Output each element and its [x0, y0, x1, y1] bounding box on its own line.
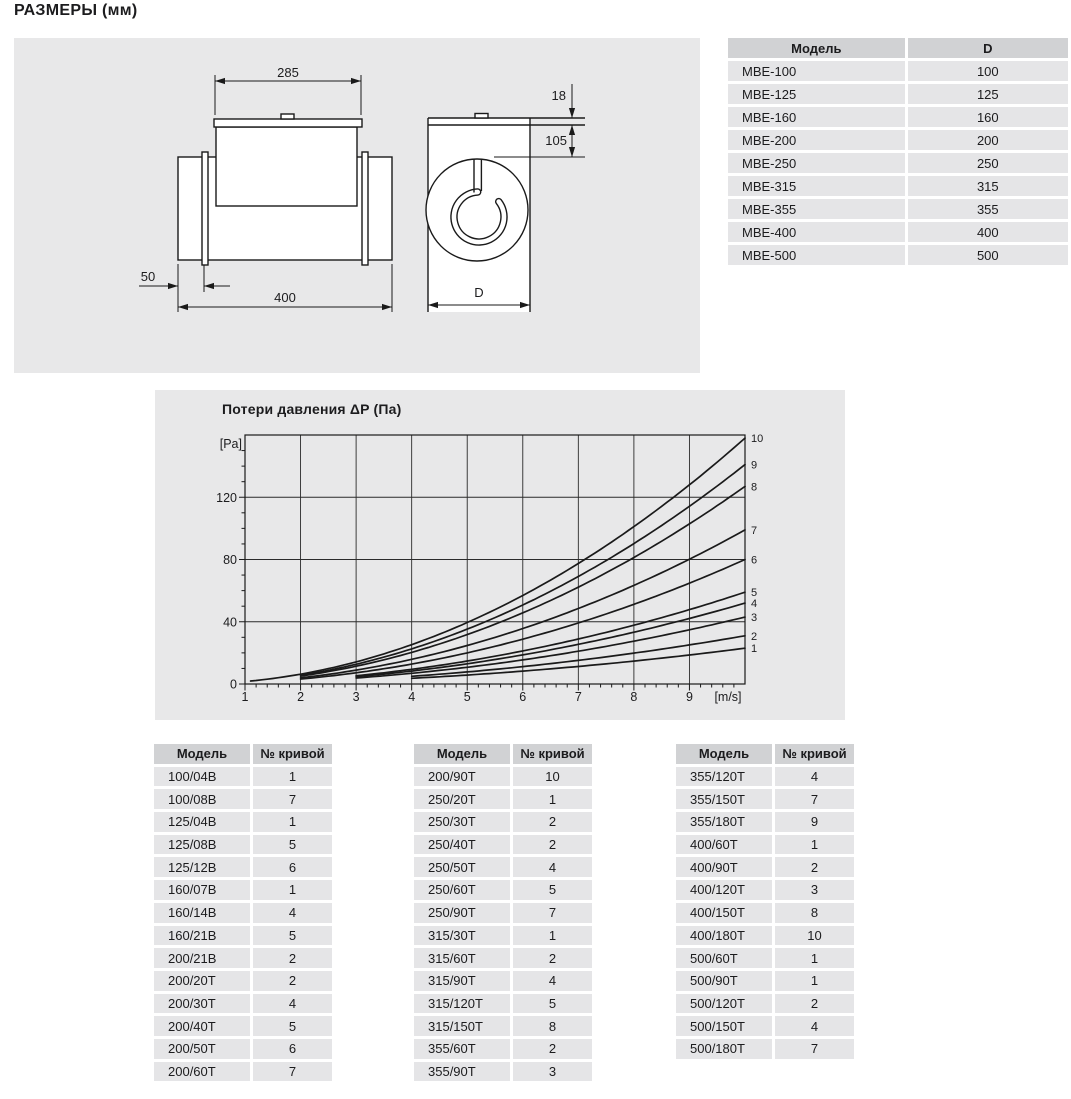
table-row [414, 994, 592, 1014]
value-cell: 7 [253, 789, 332, 809]
model-cell: 250/90Т [414, 903, 510, 923]
value-cell: 4 [775, 1016, 854, 1036]
model-cell: 125/08В [154, 835, 250, 855]
value-cell: 200 [908, 130, 1068, 150]
model-cell: 315/30Т [414, 926, 510, 946]
model-cell: 315/120Т [414, 994, 510, 1014]
value-cell: 500 [908, 245, 1068, 265]
table-row [154, 926, 332, 946]
model-cell: 160/21В [154, 926, 250, 946]
table-row [728, 176, 1068, 196]
value-cell: 10 [513, 767, 592, 787]
x-axis-unit: [m/s] [714, 690, 742, 704]
dim-label-18: 18 [551, 88, 566, 103]
table-row [676, 880, 854, 900]
table-row [728, 107, 1068, 127]
control-box [216, 127, 357, 206]
model-cell: 500/180Т [676, 1039, 772, 1059]
model-cell: 355/150Т [676, 789, 772, 809]
model-cell: 400/150Т [676, 903, 772, 923]
model-cell: 250/60Т [414, 880, 510, 900]
value-cell: 5 [253, 835, 332, 855]
model-cell: 125/04В [154, 812, 250, 832]
value-cell: 100 [908, 61, 1068, 81]
model-cell: 500/120Т [676, 994, 772, 1014]
table-row [154, 948, 332, 968]
table-row [728, 222, 1068, 242]
model-cell: 200/40Т [154, 1016, 250, 1036]
curves [251, 433, 764, 681]
value-cell: 5 [513, 880, 592, 900]
curve-label: 2 [751, 630, 758, 643]
x-tick-label: 4 [408, 690, 416, 704]
model-cell: 400/180Т [676, 926, 772, 946]
value-cell: 9 [775, 812, 854, 832]
model-cell: 400/60Т [676, 835, 772, 855]
page-title: РАЗМЕРЫ (мм) [14, 2, 138, 19]
table-row [414, 789, 592, 809]
value-cell: 3 [775, 880, 854, 900]
model-cell: 200/60Т [154, 1062, 250, 1082]
table-row [728, 84, 1068, 104]
x-tick-label: 6 [519, 690, 527, 704]
model-cell: МВЕ-200 [728, 130, 905, 150]
technical-drawing [14, 40, 700, 373]
value-cell: 2 [513, 948, 592, 968]
model-cell: 500/150Т [676, 1016, 772, 1036]
model-cell: 160/14В [154, 903, 250, 923]
value-cell: 8 [775, 903, 854, 923]
header-row [154, 744, 332, 764]
x-tick-label: 3 [352, 690, 360, 704]
table-row [414, 1016, 592, 1036]
axis-labels [216, 437, 741, 704]
curve-label: 5 [751, 587, 758, 600]
model-diameter-table [725, 35, 1071, 268]
model-cell: 355/60Т [414, 1039, 510, 1059]
table-row [676, 948, 854, 968]
table-row [728, 130, 1068, 150]
value-cell: 6 [253, 857, 332, 877]
value-cell: 2 [253, 971, 332, 991]
dim-label-50: 50 [140, 269, 156, 284]
table-row [676, 789, 854, 809]
value-cell: 1 [775, 971, 854, 991]
y-tick-label: 0 [230, 677, 237, 692]
value-cell: 250 [908, 153, 1068, 173]
model-cell: МВЕ-500 [728, 245, 905, 265]
y-tick-label: 80 [223, 553, 237, 567]
model-cell: МВЕ-400 [728, 222, 905, 242]
value-cell: 8 [513, 1016, 592, 1036]
curve-table-3 [673, 741, 857, 1062]
value-cell: 7 [775, 1039, 854, 1059]
dim-label-285: 285 [277, 65, 299, 80]
value-cell: 400 [908, 222, 1068, 242]
table-row [414, 903, 592, 923]
y-tick-label: 120 [216, 490, 237, 505]
value-cell: 4 [513, 857, 592, 877]
table-row [154, 789, 332, 809]
table-row [676, 857, 854, 877]
model-cell: 200/50Т [154, 1039, 250, 1059]
table-row [154, 971, 332, 991]
value-cell: 5 [513, 994, 592, 1014]
model-cell: 500/60Т [676, 948, 772, 968]
model-cell: 315/150Т [414, 1016, 510, 1036]
model-cell: 200/90Т [414, 767, 510, 787]
table-row [676, 903, 854, 923]
table-row [154, 994, 332, 1014]
value-cell: 1 [513, 789, 592, 809]
header-row [676, 744, 854, 764]
table-row [414, 835, 592, 855]
table-row [676, 1039, 854, 1059]
value-cell: 1 [253, 812, 332, 832]
value-cell: 10 [775, 926, 854, 946]
table-row [414, 857, 592, 877]
table-row [676, 835, 854, 855]
table-row [414, 926, 592, 946]
model-cell: МВЕ-125 [728, 84, 905, 104]
value-cell: 5 [253, 1016, 332, 1036]
value-cell: 1 [775, 948, 854, 968]
table-row [154, 812, 332, 832]
column-header: Модель [676, 744, 772, 764]
value-cell: 1 [775, 835, 854, 855]
table-row [676, 971, 854, 991]
table-row [414, 812, 592, 832]
value-cell: 315 [908, 176, 1068, 196]
column-header: № кривой [513, 744, 592, 764]
lid-nub [281, 114, 294, 119]
column-header: № кривой [775, 744, 854, 764]
model-cell: 250/20Т [414, 789, 510, 809]
model-cell: МВЕ-160 [728, 107, 905, 127]
model-cell: 355/180Т [676, 812, 772, 832]
column-header: D [908, 38, 1068, 58]
model-cell: 315/60Т [414, 948, 510, 968]
table-row [414, 1062, 592, 1082]
dim-label-D: D [474, 285, 484, 300]
value-cell: 3 [513, 1062, 592, 1082]
header-row [728, 38, 1068, 58]
table-row [154, 1016, 332, 1036]
table-row [414, 767, 592, 787]
value-cell: 2 [775, 857, 854, 877]
value-cell: 1 [253, 880, 332, 900]
model-cell: МВЕ-100 [728, 61, 905, 81]
table-row [154, 857, 332, 877]
model-cell: 100/04В [154, 767, 250, 787]
curve-label: 7 [751, 524, 758, 537]
value-cell: 160 [908, 107, 1068, 127]
duct-flange-left [202, 152, 208, 265]
x-tick-label: 8 [630, 690, 638, 704]
value-cell: 2 [513, 835, 592, 855]
value-cell: 355 [908, 199, 1068, 219]
side-lid-nub [475, 114, 488, 119]
column-header: Модель [414, 744, 510, 764]
model-cell: 500/90Т [676, 971, 772, 991]
value-cell: 7 [513, 903, 592, 923]
dim-label-400: 400 [274, 290, 296, 305]
table-row [154, 1062, 332, 1082]
model-cell: 250/40Т [414, 835, 510, 855]
model-cell: 125/12В [154, 857, 250, 877]
value-cell: 125 [908, 84, 1068, 104]
value-cell: 5 [253, 926, 332, 946]
table-row [676, 926, 854, 946]
curve-label: 10 [751, 433, 764, 446]
value-cell: 7 [253, 1062, 332, 1082]
table-row [728, 153, 1068, 173]
table-row [414, 948, 592, 968]
model-cell: 355/90Т [414, 1062, 510, 1082]
value-cell: 2 [253, 948, 332, 968]
header-row [414, 744, 592, 764]
model-cell: 160/07В [154, 880, 250, 900]
table-row [154, 1039, 332, 1059]
table-row [728, 245, 1068, 265]
value-cell: 2 [775, 994, 854, 1014]
model-cell: 250/50Т [414, 857, 510, 877]
curve-label: 4 [751, 598, 758, 611]
y-axis-unit: [Pa] [219, 437, 242, 451]
value-cell: 1 [513, 926, 592, 946]
table-row [728, 199, 1068, 219]
dimension-285 [215, 75, 361, 115]
table-row [728, 61, 1068, 81]
value-cell: 4 [775, 767, 854, 787]
model-cell: МВЕ-315 [728, 176, 905, 196]
model-cell: 355/120Т [676, 767, 772, 787]
model-cell: 200/20Т [154, 971, 250, 991]
table-row [414, 971, 592, 991]
model-cell: 200/21В [154, 948, 250, 968]
table-row [414, 880, 592, 900]
curve-label: 8 [751, 481, 758, 494]
table-row [154, 903, 332, 923]
model-cell: 200/30Т [154, 994, 250, 1014]
table-row [154, 880, 332, 900]
table-row [676, 994, 854, 1014]
value-cell: 2 [513, 812, 592, 832]
table-row [154, 767, 332, 787]
model-cell: 400/120Т [676, 880, 772, 900]
x-tick-label: 5 [463, 690, 471, 704]
value-cell: 4 [253, 903, 332, 923]
curve-label: 1 [751, 643, 758, 656]
value-cell: 2 [513, 1039, 592, 1059]
model-cell: МВЕ-250 [728, 153, 905, 173]
x-tick-label: 7 [574, 690, 582, 704]
table-row [414, 1039, 592, 1059]
model-cell: 100/08В [154, 789, 250, 809]
x-tick-label: 9 [685, 690, 693, 704]
model-cell: 250/30Т [414, 812, 510, 832]
value-cell: 7 [775, 789, 854, 809]
curve-table-1 [151, 741, 335, 1084]
model-cell: 315/90Т [414, 971, 510, 991]
model-cell: МВЕ-355 [728, 199, 905, 219]
model-cell: 400/90Т [676, 857, 772, 877]
axis-ticks [239, 451, 734, 691]
curve-label: 9 [751, 459, 758, 472]
curve-table-2 [411, 741, 595, 1084]
chart-title: Потери давления ΔP (Па) [222, 401, 402, 417]
table-row [676, 767, 854, 787]
value-cell: 1 [253, 767, 332, 787]
column-header: Модель [728, 38, 905, 58]
value-cell: 4 [253, 994, 332, 1014]
column-header: № кривой [253, 744, 332, 764]
value-cell: 4 [513, 971, 592, 991]
table-row [676, 1016, 854, 1036]
table-row [154, 835, 332, 855]
value-cell: 6 [253, 1039, 332, 1059]
column-header: Модель [154, 744, 250, 764]
curve-4 [356, 603, 745, 677]
control-box-lid [214, 119, 362, 127]
duct-flange-right [362, 152, 368, 265]
pressure-chart-panel [155, 390, 845, 720]
y-tick-label: 40 [223, 615, 237, 630]
curve-label: 3 [751, 612, 758, 625]
dim-label-105: 105 [545, 133, 567, 148]
pressure-loss-chart [155, 390, 845, 720]
table-row [676, 812, 854, 832]
curve-label: 6 [751, 554, 758, 567]
x-tick-label: 2 [297, 690, 305, 704]
x-tick-label: 1 [241, 690, 249, 704]
